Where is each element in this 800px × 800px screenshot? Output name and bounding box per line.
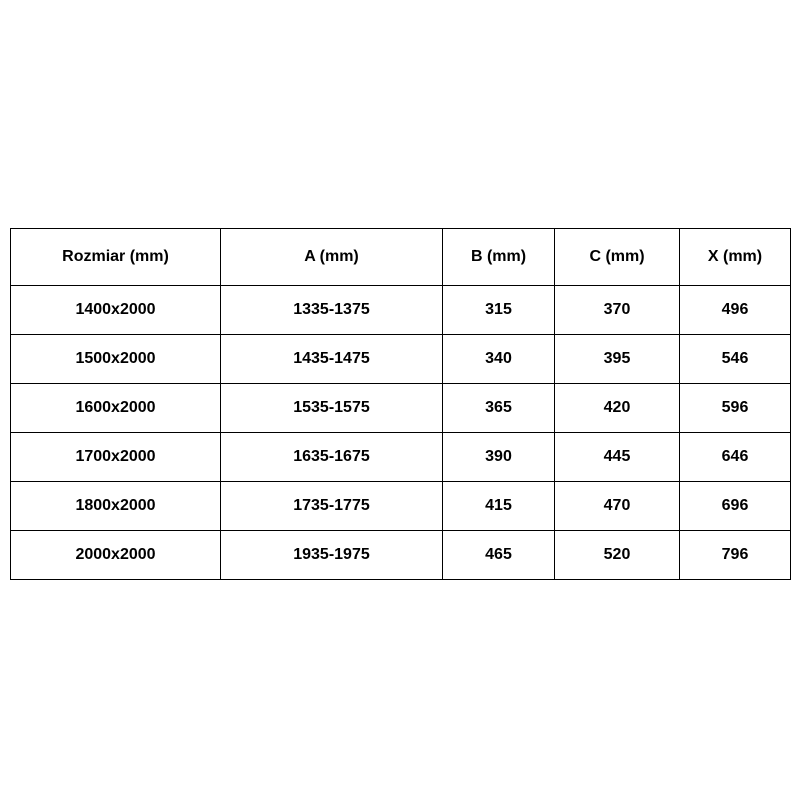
cell-c: 470 <box>555 482 680 531</box>
cell-a: 1535-1575 <box>221 384 443 433</box>
cell-a: 1735-1775 <box>221 482 443 531</box>
cell-size: 1800x2000 <box>11 482 221 531</box>
cell-b: 465 <box>443 531 555 580</box>
cell-x: 596 <box>680 384 791 433</box>
cell-x: 696 <box>680 482 791 531</box>
table-row <box>11 335 791 384</box>
cell-x: 546 <box>680 335 791 384</box>
cell-c: 370 <box>555 286 680 335</box>
table-row <box>11 531 791 580</box>
column-header-x: X (mm) <box>680 229 791 286</box>
cell-a: 1635-1675 <box>221 433 443 482</box>
cell-c: 445 <box>555 433 680 482</box>
cell-a: 1435-1475 <box>221 335 443 384</box>
table-header-row <box>11 229 791 286</box>
cell-x: 496 <box>680 286 791 335</box>
column-header-a: A (mm) <box>221 229 443 286</box>
size-table-container <box>10 228 790 580</box>
cell-a: 1935-1975 <box>221 531 443 580</box>
cell-a: 1335-1375 <box>221 286 443 335</box>
dimensions-table <box>10 228 791 580</box>
cell-size: 1700x2000 <box>11 433 221 482</box>
cell-c: 395 <box>555 335 680 384</box>
table-row <box>11 482 791 531</box>
cell-x: 646 <box>680 433 791 482</box>
cell-size: 1500x2000 <box>11 335 221 384</box>
cell-size: 1400x2000 <box>11 286 221 335</box>
cell-c: 520 <box>555 531 680 580</box>
column-header-size: Rozmiar (mm) <box>11 229 221 286</box>
column-header-b: B (mm) <box>443 229 555 286</box>
cell-b: 340 <box>443 335 555 384</box>
table-row <box>11 433 791 482</box>
cell-c: 420 <box>555 384 680 433</box>
column-header-c: C (mm) <box>555 229 680 286</box>
cell-size: 1600x2000 <box>11 384 221 433</box>
table-header <box>11 229 791 286</box>
cell-size: 2000x2000 <box>11 531 221 580</box>
cell-x: 796 <box>680 531 791 580</box>
table-row <box>11 384 791 433</box>
table-body <box>11 286 791 580</box>
cell-b: 415 <box>443 482 555 531</box>
cell-b: 365 <box>443 384 555 433</box>
table-row <box>11 286 791 335</box>
cell-b: 390 <box>443 433 555 482</box>
cell-b: 315 <box>443 286 555 335</box>
